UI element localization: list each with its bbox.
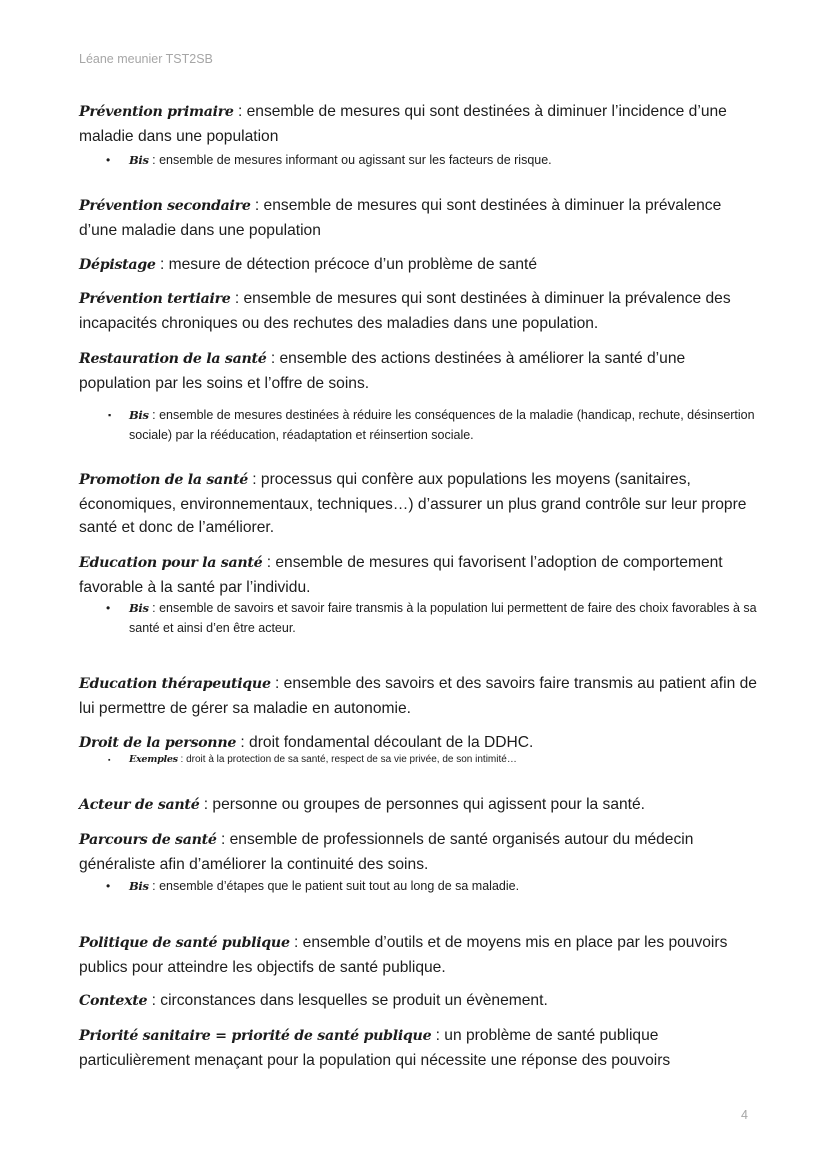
- definition-text: : personne ou groupes de personnes qui agissent pour la santé.: [199, 796, 646, 813]
- definition-term: Dépistage: [79, 257, 156, 273]
- sub-text: : ensemble d’étapes que le patient suit tout au long de sa maladie.: [148, 879, 520, 893]
- definition-promotion-sante: [79, 468, 759, 540]
- sub-term: Bis: [129, 879, 149, 893]
- definition-term: Restauration de la santé: [79, 351, 267, 367]
- bullet-icon: •: [106, 601, 111, 615]
- definition-term: Prévention primaire: [79, 104, 234, 120]
- definition-term: Education pour la santé: [79, 555, 263, 571]
- definition-term: Priorité sanitaire = priorité de santé publique: [79, 1028, 432, 1044]
- sub-note: [79, 405, 759, 445]
- definition-text: : mesure de détection précoce d’un problème de santé: [155, 256, 538, 273]
- definition-text: : ensemble de mesures qui sont destinées à diminuer la prévalence d’une maladie dans une population: [79, 197, 722, 239]
- definition-politique-sante-publique: [79, 931, 759, 979]
- definition-acteur-sante: [79, 793, 645, 818]
- bullet-icon: •: [106, 879, 111, 893]
- definition-text: : droit fondamental découlant de la DDHC.: [236, 734, 534, 751]
- definition-term: Parcours de santé: [79, 832, 217, 848]
- sub-note: [79, 752, 517, 768]
- definition-text: : ensemble de professionnels de santé organisés autour du médecin généraliste afin d’améliorer la continuité des soins.: [79, 831, 694, 873]
- definition-restauration-sante: [79, 347, 759, 395]
- sub-term: Exemples: [129, 754, 178, 765]
- definition-term: Contexte: [79, 993, 148, 1009]
- definition-text: : ensemble de mesures qui sont destinées à diminuer l’incidence d’une maladie dans une population: [79, 103, 727, 145]
- bullet-icon: •: [106, 153, 111, 167]
- definition-priorite-sanitaire: [79, 1024, 759, 1072]
- definition-term: Politique de santé publique: [79, 935, 290, 951]
- sub-term: Bis: [129, 153, 149, 167]
- square-bullet-icon: ▪: [108, 757, 111, 764]
- definition-depistage: [79, 253, 537, 278]
- definition-prevention-secondaire: [79, 194, 759, 242]
- definition-text: : ensemble d’outils et de moyens mis en place par les pouvoirs publics pour atteindre les objectifs de santé publique.: [79, 934, 728, 976]
- definition-term: Promotion de la santé: [79, 472, 248, 488]
- sub-term: Bis: [129, 601, 149, 615]
- page-number: 4: [741, 1108, 748, 1122]
- sub-note: [79, 150, 552, 170]
- definition-term: Prévention tertiaire: [79, 291, 231, 307]
- sub-text: : ensemble de mesures destinées à réduire les conséquences de la maladie (handicap, rechute, désinsertion sociale) par la rééducation, réadaptation et réinsertion sociale.: [129, 408, 755, 442]
- definition-education-sante: [79, 551, 759, 599]
- page-header: Léane meunier TST2SB: [79, 52, 213, 66]
- sub-note: [79, 598, 759, 638]
- definition-parcours-sante: [79, 828, 759, 876]
- definition-term: Droit de la personne: [79, 735, 237, 751]
- definition-text: : processus qui confère aux populations les moyens (sanitaires, économiques, environnementaux, techniques…) d’assurer un plus grand contrôle sur leur propre santé et donc de l’améliorer.: [79, 471, 747, 536]
- sub-term: Bis: [129, 408, 149, 422]
- definition-term: Prévention secondaire: [79, 198, 251, 214]
- definition-term: Acteur de santé: [79, 797, 200, 813]
- definition-term: Education thérapeutique: [79, 676, 271, 692]
- definition-text: : un problème de santé publique particulièrement menaçant pour la population qui nécessite une réponse des pouvoirs: [79, 1027, 671, 1069]
- sub-note: [79, 876, 519, 896]
- definition-education-therapeutique: [79, 672, 759, 720]
- definition-text: : ensemble des actions destinées à améliorer la santé d’une population par les soins et l’offre de soins.: [79, 350, 686, 392]
- square-bullet-icon: ▪: [108, 410, 112, 420]
- definition-text: : circonstances dans lesquelles se produit un évènement.: [147, 992, 548, 1009]
- definition-prevention-tertiaire: [79, 287, 759, 335]
- sub-text: : ensemble de mesures informant ou agissant sur les facteurs de risque.: [148, 153, 552, 167]
- sub-text: : droit à la protection de sa santé, respect de sa vie privée, de son intimité…: [177, 754, 517, 765]
- definition-contexte: [79, 989, 548, 1014]
- sub-text: : ensemble de savoirs et savoir faire transmis à la population lui permettent de faire des choix favorables à sa santé et ainsi d’en être acteur.: [129, 601, 757, 635]
- definition-text: : ensemble des savoirs et des savoirs faire transmis au patient afin de lui permettre de gérer sa maladie en autonomie.: [79, 675, 757, 717]
- definition-text: : ensemble de mesures qui sont destinées à diminuer la prévalence des incapacités chroniques ou des rechutes des maladies dans une population.: [79, 290, 731, 332]
- definition-text: : ensemble de mesures qui favorisent l’adoption de comportement favorable à la santé par l’individu.: [79, 554, 723, 596]
- definition-prevention-primaire: [79, 100, 759, 148]
